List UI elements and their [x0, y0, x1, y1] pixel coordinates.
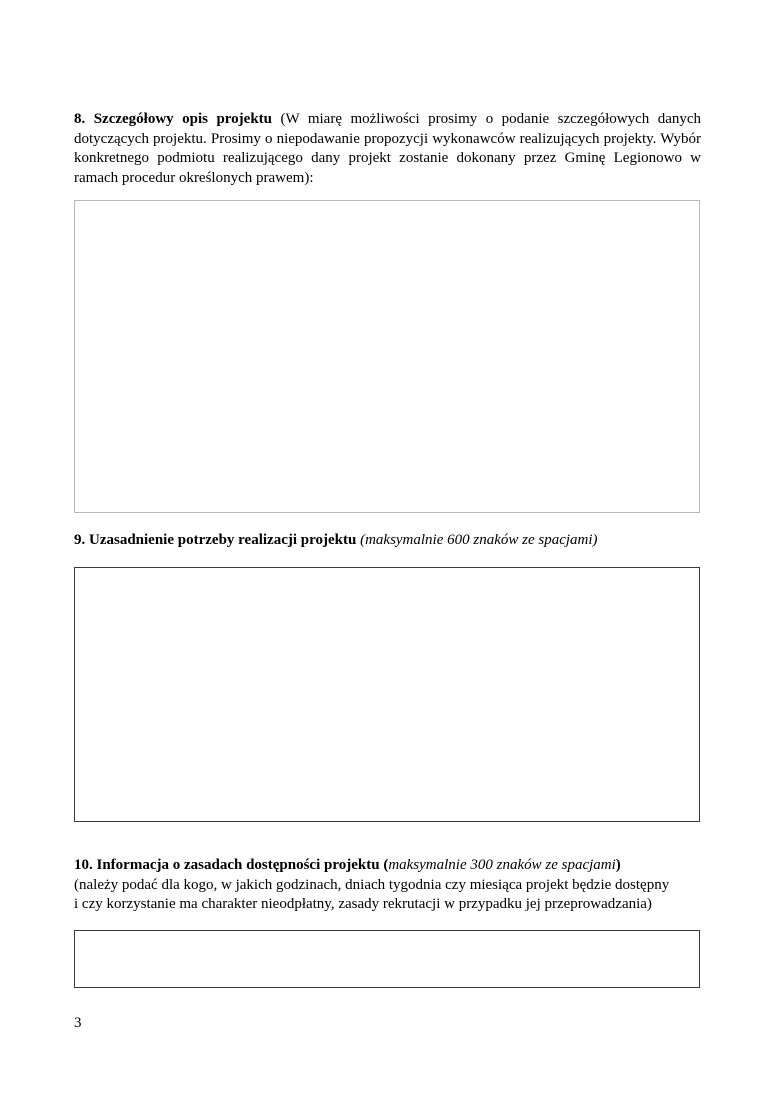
- section-10-description-line-2: i czy korzystanie ma charakter nieodpłatny, zasady rekrutacji w przypadku jej przeprowadzania): [74, 896, 652, 912]
- section-10-description-line-1: (należy podać dla kogo, w jakich godzinach, dniach tygodnia czy miesiąca projekt będzie dostępny: [74, 876, 670, 893]
- page-number: 3: [74, 1015, 82, 1031]
- section-10-answer-field[interactable]: [74, 930, 700, 988]
- section-10-heading: 10. Informacja o zasadach dostępności projektu: [74, 857, 380, 873]
- section-10-note-open: (: [383, 857, 389, 873]
- section-8-heading: 8. Szczegółowy opis projektu: [74, 111, 273, 127]
- section-10-note-close: ): [615, 857, 621, 873]
- section-9-note: (maksymalnie 600 znaków ze spacjami): [360, 532, 598, 548]
- section-9-heading: 9. Uzasadnienie potrzeby realizacji projektu: [74, 532, 357, 548]
- section-10-note: maksymalnie 300 znaków ze spacjami: [388, 857, 616, 873]
- section-9-answer-field[interactable]: [74, 567, 700, 822]
- section-8-answer-field[interactable]: [74, 200, 700, 513]
- section-8-text: [74, 110, 701, 188]
- section-8-description: (W miarę możliwości prosimy o podanie szczegółowych danych dotyczących projektu. Prosimy o niepodawanie propozycji wykonawców realizujących projekty. Wybór konkretnego podmiotu realizującego dany projekt zostanie dokonany przez Gminę Legionowo w ramach procedur określonych prawem):: [74, 111, 702, 186]
- section-10-text: [74, 856, 701, 915]
- section-10-heading-line: [74, 856, 701, 876]
- section-9-text: [74, 531, 701, 551]
